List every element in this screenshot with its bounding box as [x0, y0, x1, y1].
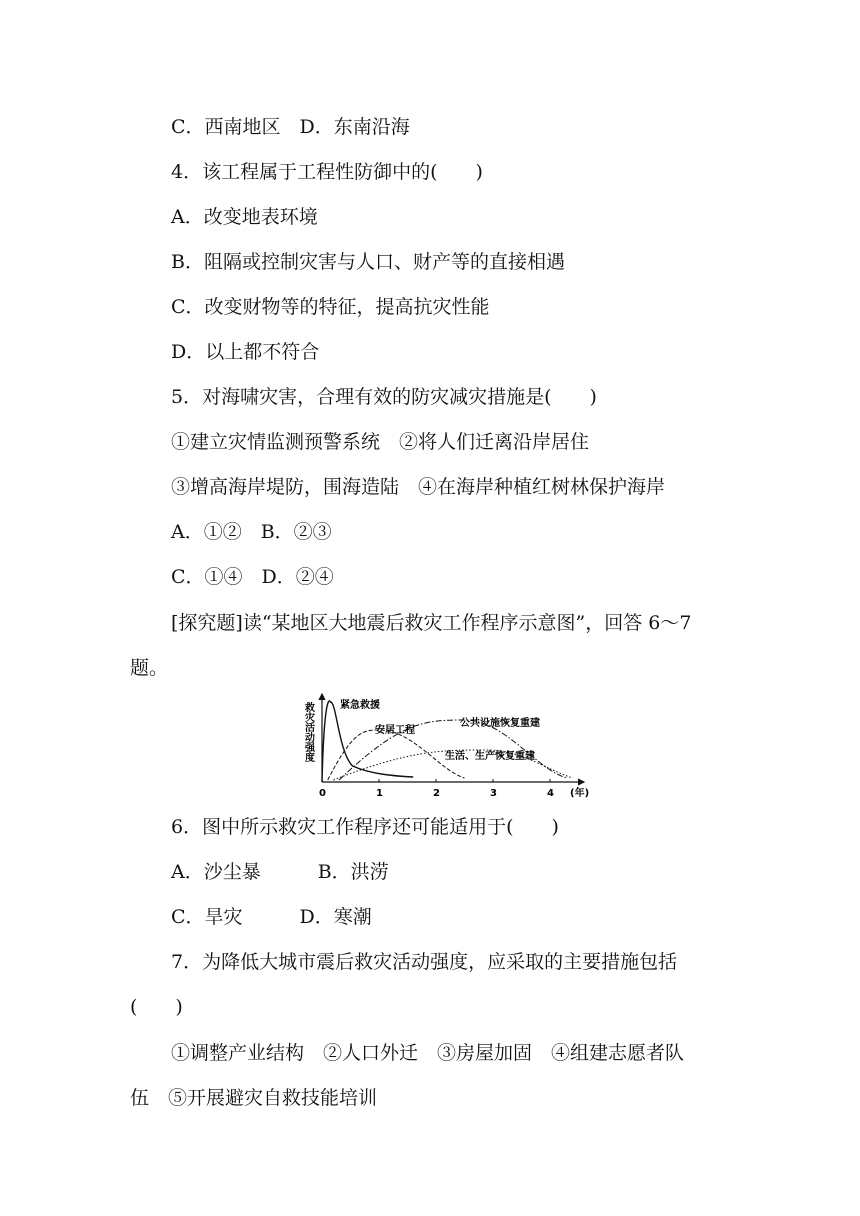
q4-option-b: B．阻隔或控制灾害与人口、财产等的直接相遇 [171, 251, 565, 273]
curve-emergency-rescue-label: 紧急救援 [340, 700, 380, 711]
curve-public-facilities-label: 公共设施恢复重建 [460, 718, 540, 729]
curve-life-production-label: 生活、生产恢复重建 [445, 751, 535, 762]
inquiry-intro: [探究题]读“某地区大地震后救灾工作程序示意图”，回答 6～7 [171, 612, 692, 634]
q4-option-c: C．改变财物等的特征，提高抗灾性能 [171, 296, 490, 318]
q4-option-d: D．以上都不符合 [171, 341, 320, 363]
y-axis-label: 救灾活动强度 [302, 702, 314, 762]
q3-options-cd: C．西南地区 D．东南沿海 [171, 116, 410, 138]
q7-question: 7．为降低大城市震后救灾活动强度，应采取的主要措施包括 [171, 951, 678, 973]
q6-options-cd: C．旱灾 D．寒潮 [171, 906, 372, 928]
x-tick-1: 1 [376, 788, 383, 799]
curve-housing-project [328, 730, 465, 780]
q4-question: 4．该工程属于工程性防御中的( ) [171, 161, 483, 183]
q5-options-ab: A．①② B．②③ [171, 521, 332, 543]
curve-emergency-rescue [322, 701, 413, 782]
x-tick-2: 2 [433, 788, 440, 799]
q7-statements-1: ①调整产业结构 ②人口外迁 ③房屋加固 ④组建志愿者队 [171, 1042, 685, 1064]
q5-question: 5．对海啸灾害，合理有效的防灾减灾措施是( ) [171, 386, 597, 408]
x-tick-4: 4 [547, 788, 554, 799]
curve-public-facilities [339, 720, 567, 780]
q7-statements-2: 伍 ⑤开展避灾自救技能培训 [130, 1087, 378, 1109]
x-axis-label: (年) [570, 788, 590, 799]
x-tick-3: 3 [490, 788, 497, 799]
q7-question-cont: ( ) [130, 996, 183, 1018]
x-tick-0: 0 [319, 788, 326, 799]
q5-statements-1: ①建立灾情监测预警系统 ②将人们迁离沿岸居住 [171, 431, 590, 453]
q4-option-a: A．改变地表环境 [171, 206, 318, 228]
rescue-process-chart [300, 690, 602, 800]
q6-options-ab: A．沙尘暴 B．洪涝 [171, 861, 389, 883]
curve-housing-project-label: 安居工程 [375, 725, 415, 736]
q6-question: 6．图中所示救灾工作程序还可能适用于( ) [171, 816, 559, 838]
q5-statements-2: ③增高海岸堤防，围海造陆 ④在海岸种植红树林保护海岸 [171, 476, 666, 498]
q5-options-cd: C．①④ D．②④ [171, 566, 334, 588]
inquiry-intro-cont: 题。 [130, 657, 169, 679]
